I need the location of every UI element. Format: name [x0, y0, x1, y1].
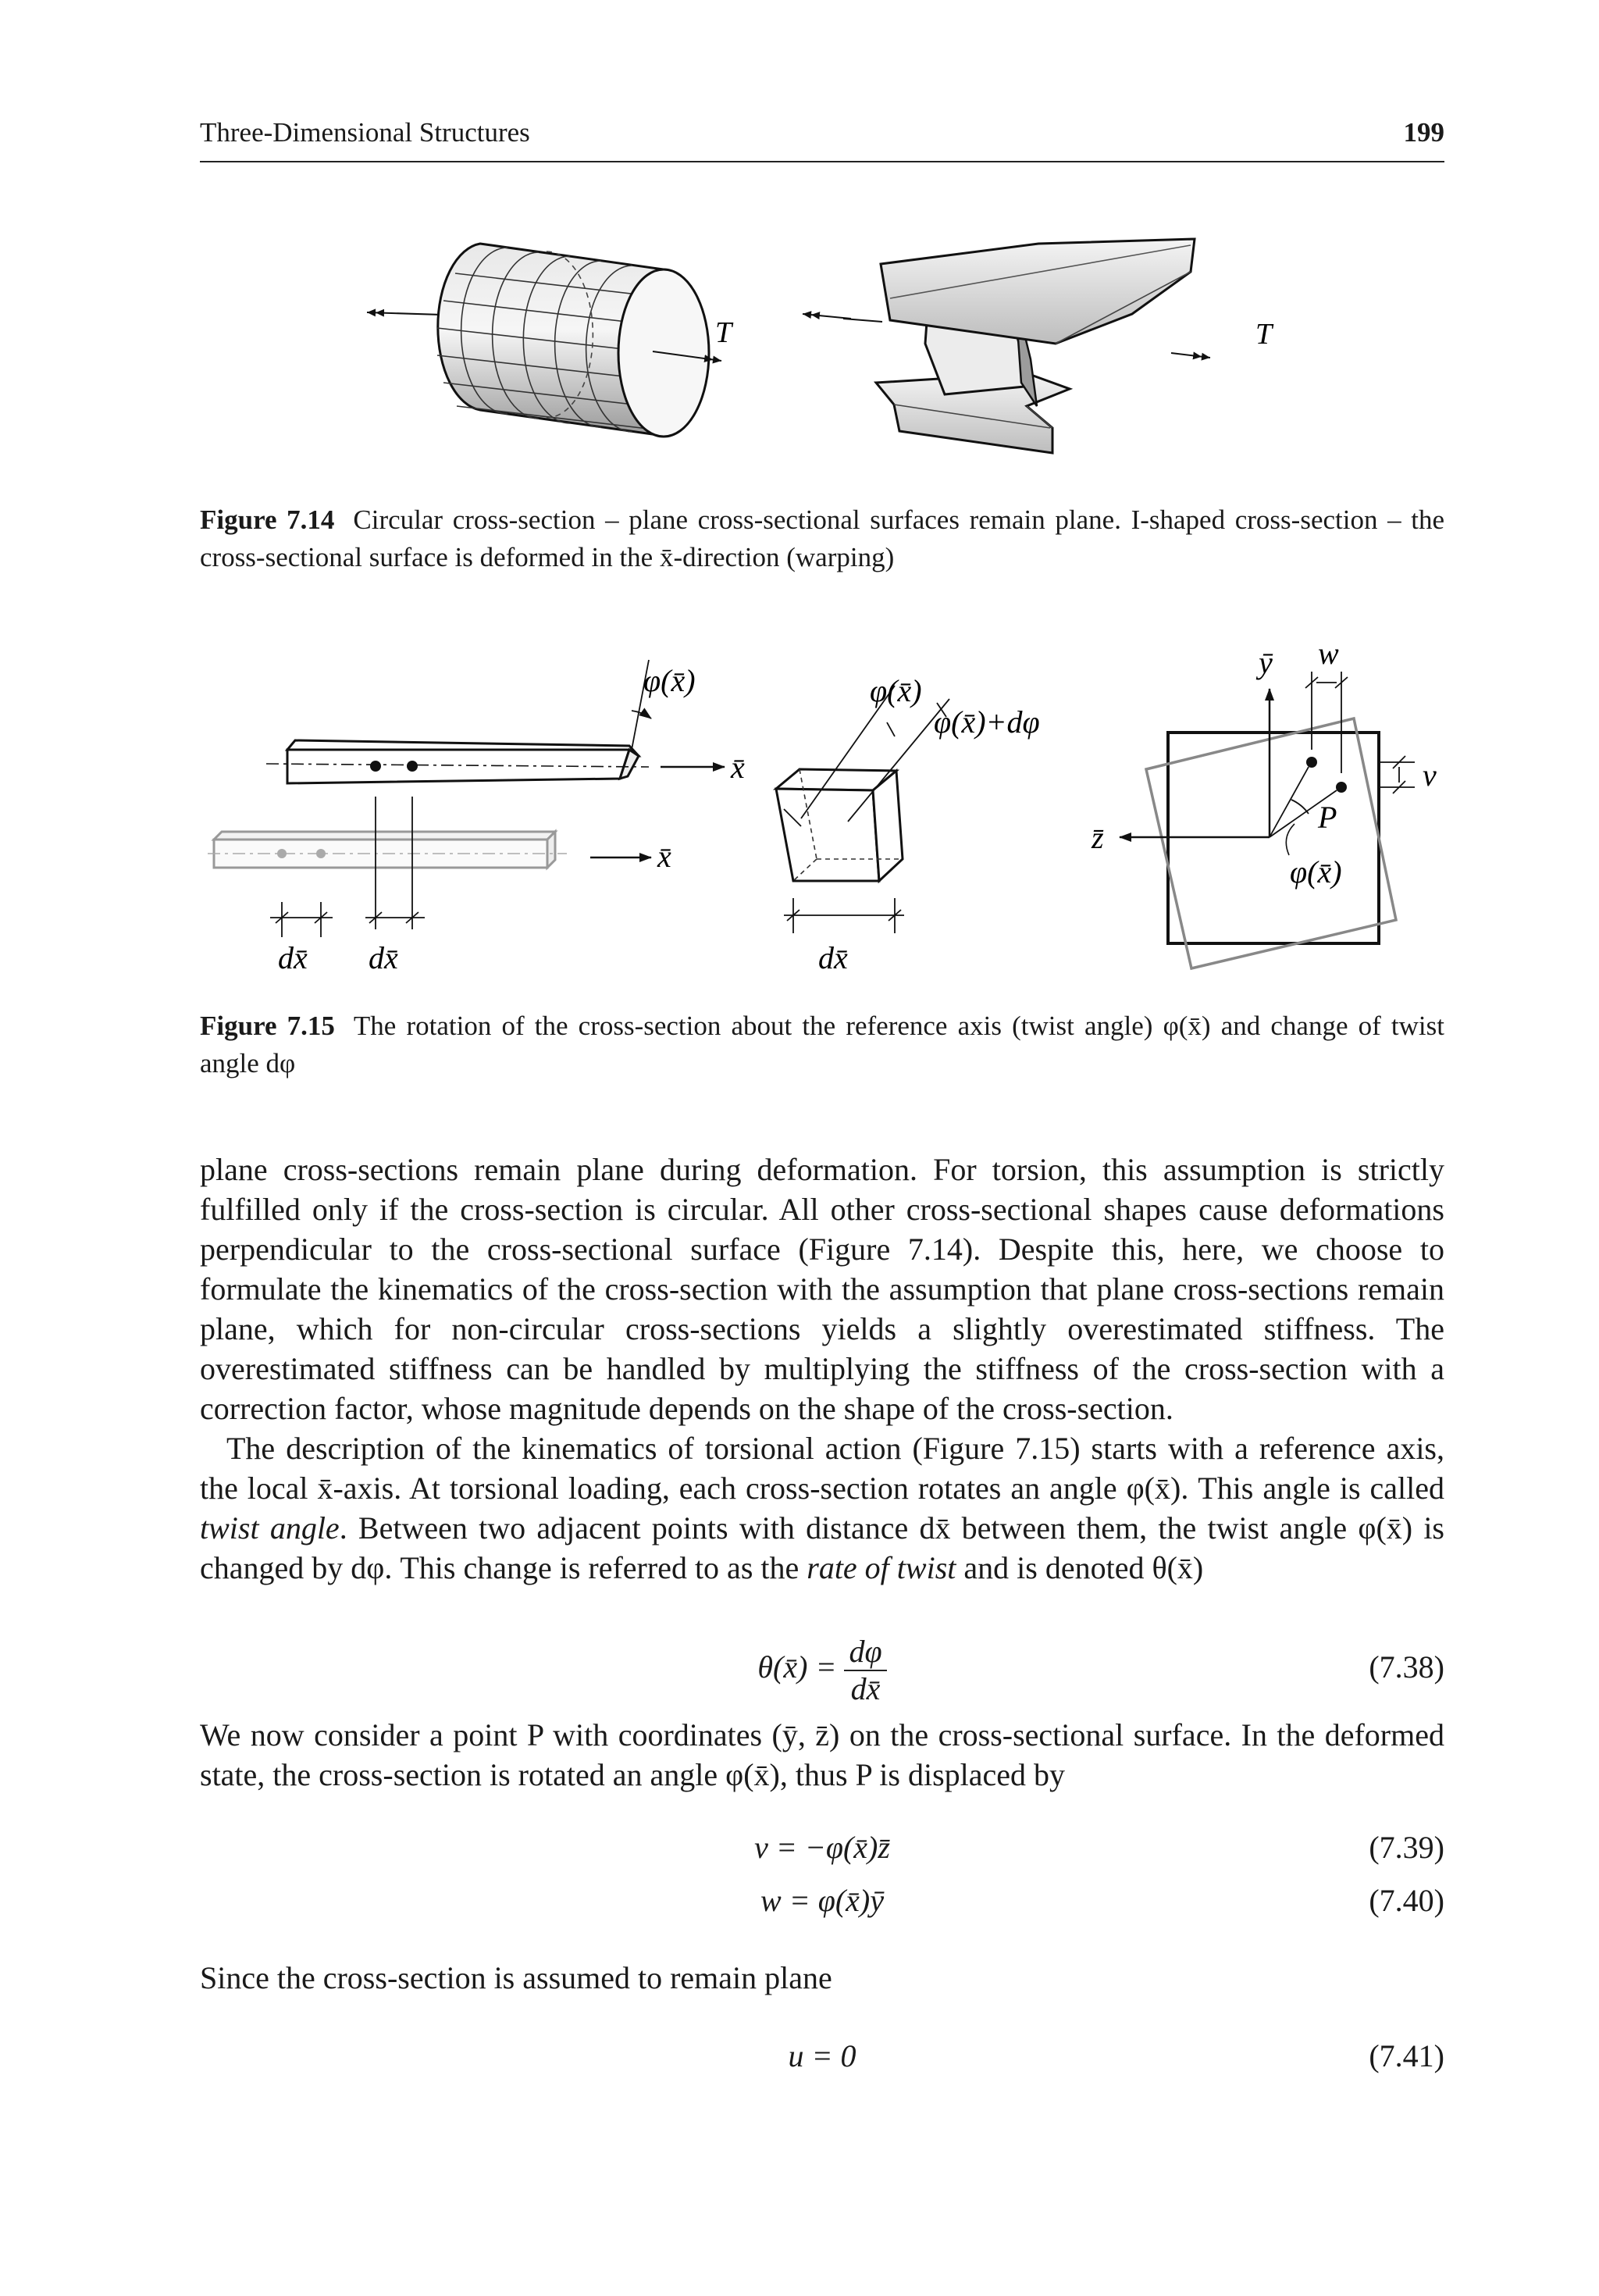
figure-7-15: [200, 633, 1449, 984]
w-label: w: [1318, 636, 1339, 671]
twist-angle-label-left: φ(x̄): [643, 663, 696, 698]
equation-number: (7.38): [1369, 1649, 1444, 1685]
figure-7-14-caption: [200, 501, 1444, 576]
paragraph-4: Since the cross-section is assumed to remain plane: [200, 1960, 832, 1995]
equation-number: (7.40): [1369, 1883, 1444, 1918]
torque-label-right: T: [1255, 318, 1273, 351]
torque-arrow-right-ibeam: [1171, 353, 1210, 358]
i-shaped-cross-section-drawing: [803, 239, 1274, 453]
x-axis-label-upper: x̄: [731, 750, 745, 785]
dx-label-2: dx̄: [369, 940, 398, 975]
body-text-block-2: [200, 1715, 1444, 1795]
equation-expression: w = φ(x̄)ȳ: [760, 1883, 884, 1918]
equation-7-38: [200, 1628, 1444, 1706]
equation-7-40: [200, 1877, 1444, 1924]
twisted-beam-drawing: [208, 660, 745, 975]
paragraph-1: plane cross-sections remain plane during deformation. For torsion, this assumption is strictly fulfilled only if the cross-section is circular. All other cross-sectional shapes cause deformations perpendicular to the cross-sectional surface (Figure 7.14). Despite this, here, we choose to formulate the kinematics of the cross-section with the assumption that plane cross-sections remain plane, which for non-circular cross-sections yields a slightly overestimated stiffness. The overestimated stiffness can be handled by multiplying the stiffness of the cross-section with a correction factor, whose magnitude depends on the shape of the cross-section.: [200, 1152, 1444, 1426]
torque-label-left: T: [715, 316, 732, 349]
running-head: Three-Dimensional Structures: [200, 117, 530, 148]
figure-7-15-caption: [200, 1007, 1444, 1082]
twist-angle-increment-label: φ(x̄)+dφ: [934, 704, 1040, 740]
paragraph-3: We now consider a point P with coordinates (ȳ, z̄) on the cross-sectional surface. In the deformed state, the cross-section is rotated an angle φ(x̄), thus P is displaced by: [200, 1717, 1444, 1792]
paragraph-2: The description of the kinematics of torsional action (Figure 7.15) starts with a reference axis, the local x̄-axis. At torsional loading, each cross-section rotates an angle φ(x̄). This angle is called twist angle. Between two adjacent points with distance dx̄ between them, the twist angle φ(x̄) is changed by dφ. This change is referred to as the rate of twist and is denoted θ(x̄): [200, 1431, 1444, 1585]
equation-expression: u = 0: [788, 2038, 856, 2073]
page-header: [200, 117, 1444, 162]
equation-expression: θ(x̄) = $\frac{d\varphi}{dx̄}$: [200, 1628, 1444, 1707]
caption-text: The rotation of the cross-section about the reference axis (twist angle) φ(x̄) and change of twist angle dφ: [200, 1011, 1444, 1078]
caption-text: Circular cross-section – plane cross-sectional surfaces remain plane. I-shaped cross-section – the cross-sectional surface is deformed in the x̄-direction (warping): [200, 504, 1444, 572]
z-axis-label: z̄: [1092, 820, 1104, 855]
y-axis-label: ȳ: [1259, 645, 1273, 680]
figure-label: Figure 7.14: [200, 504, 335, 535]
twist-angle-label-middle: φ(x̄): [870, 673, 922, 708]
equation-expression: v = −φ(x̄)z̄: [754, 1830, 890, 1865]
equation-7-41: [200, 2033, 1444, 2080]
x-axis-label-lower: x̄: [657, 839, 671, 874]
equation-number: (7.41): [1369, 2038, 1444, 2073]
dx-label-3: dx̄: [818, 940, 848, 975]
figure-7-14: [344, 226, 1296, 484]
body-text-block-1: [200, 1150, 1444, 1588]
circular-cross-section-drawing: [367, 244, 734, 437]
equation-7-39: [200, 1824, 1444, 1871]
point-p-label: P: [1318, 800, 1337, 835]
v-label: v: [1423, 758, 1437, 793]
equation-number: (7.39): [1369, 1830, 1444, 1865]
twist-angle-label-right: φ(x̄): [1290, 854, 1342, 890]
beam-element-drawing: [776, 673, 1040, 975]
rotated-cross-section-drawing: [1091, 636, 1437, 968]
body-text-block-3: [200, 1958, 1444, 1998]
figure-label: Figure 7.15: [200, 1011, 335, 1041]
page-number: 199: [1403, 117, 1444, 148]
dx-label-1: dx̄: [278, 940, 308, 975]
equation-fraction: $\frac{d\varphi}{dx̄}$: [844, 1634, 886, 1707]
